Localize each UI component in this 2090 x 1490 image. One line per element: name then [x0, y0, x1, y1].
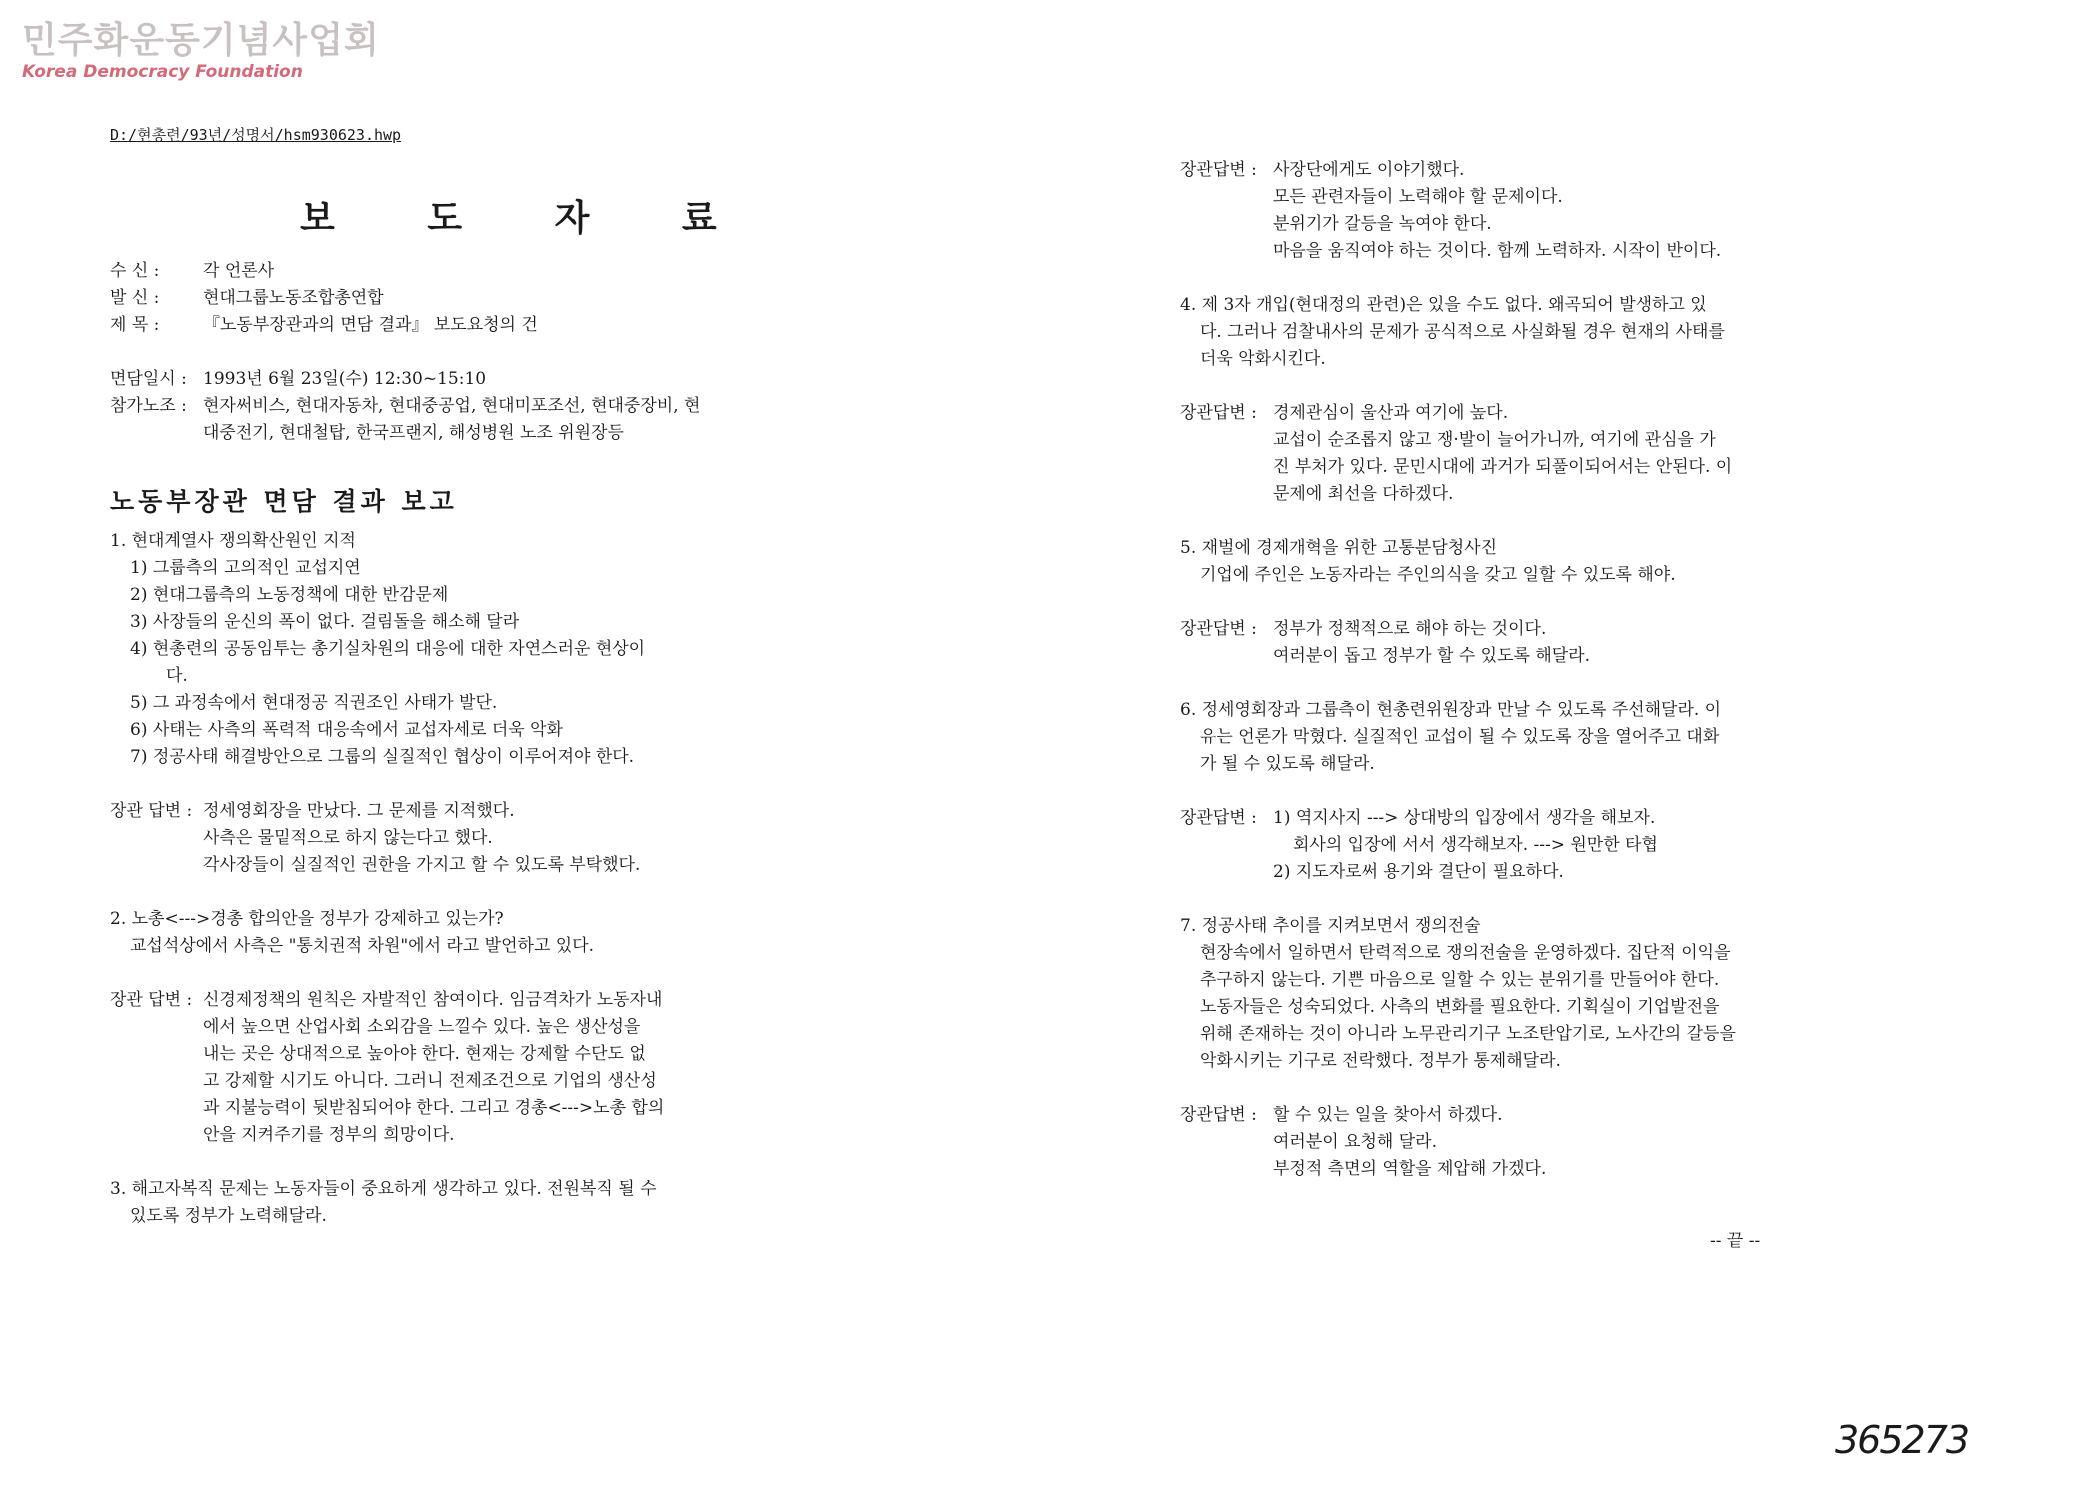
attendees-row [110, 393, 760, 420]
section-4-line: 다. 그러나 검찰내사의 문제가 공식적으로 사실화될 경우 현재의 사태를 [1200, 322, 1725, 342]
report-title: 노동부장관 면담 결과 보고 [110, 487, 458, 516]
answer-line: 고 강제할 시기도 아니다. 그러니 전제조건으로 기업의 생산성 [203, 1071, 657, 1091]
sender-label: 발 신 : [110, 288, 160, 308]
section-7-line: 악화시키는 기구로 전락했다. 정부가 통제해달라. [1200, 1051, 1561, 1071]
answer-line: 회사의 입장에 서서 생각해보자. ---> 원만한 타협 [1293, 835, 1658, 855]
recipient-row [110, 258, 760, 285]
right-column [1180, 157, 1830, 1183]
answer-line: 문제에 최선을 다하겠다. [1273, 484, 1454, 504]
answer-line: 부정적 측면의 역할을 제압해 가겠다. [1273, 1159, 1547, 1179]
section-2-line: 교섭석상에서 사측은 "통치권적 차원"에서 라고 발언하고 있다. [130, 936, 595, 956]
minister-answer-5 [1180, 616, 1830, 670]
answer-line: 사장단에게도 이야기했다. [1273, 160, 1465, 180]
sender-value: 현대그룹노동조합총연합 [203, 288, 384, 308]
answer-line: 모든 관련자들이 노력해야 할 문제이다. [1273, 187, 1563, 207]
meeting-date-row [110, 366, 760, 393]
logo-korean-text: 민주화운동기념사업회 [22, 20, 380, 61]
minister-answer-2 [110, 987, 760, 1149]
section-3-line: 있도록 정부가 노력해달라. [130, 1206, 327, 1226]
recipient-value: 각 언론사 [203, 261, 275, 281]
section-7-line: 추구하지 않는다. 기쁜 마음으로 일할 수 있는 분위기를 만들어야 한다. [1200, 970, 1720, 990]
section-6-line: 유는 언론가 막혔다. 실질적인 교섭이 될 수 있도록 장을 열어주고 대화 [1200, 727, 1720, 747]
minister-answer-1 [110, 798, 760, 879]
section-4-line: 4. 제 3자 개입(현대정의 관련)은 있을 수도 없다. 왜곡되어 발생하고 있 [1180, 295, 1707, 315]
minister-answer-6 [1180, 805, 1830, 886]
section-1-item: 7) 정공사태 해결방안으로 그룹의 실질적인 협상이 이루어져야 한다. [130, 747, 635, 767]
answer-line: 1) 역지사지 ---> 상대방의 입장에서 생각을 해보자. [1273, 808, 1656, 828]
section-1-item: 5) 그 과정속에서 현대정공 직권조인 사태가 발단. [130, 693, 498, 713]
section-4-line: 더욱 악화시킨다. [1200, 349, 1326, 369]
answer-label: 장관 답변 : [110, 801, 193, 821]
left-column [110, 258, 760, 1230]
handwritten-page-number: 365273 [1835, 1418, 1969, 1462]
attendees-value-2: 대중전기, 현대철탑, 한국프랜지, 해성병원 노조 위원장등 [203, 423, 624, 443]
answer-line: 각사장들이 실질적인 권한을 가지고 할 수 있도록 부탁했다. [203, 855, 641, 875]
meeting-date-value: 1993년 6월 23일(수) 12:30~15:10 [203, 369, 487, 389]
section-1-item: 2) 현대그룹측의 노동정책에 대한 반감문제 [130, 585, 449, 605]
section-7-line: 노동자들은 성숙되었다. 사측의 변화를 필요한다. 기획실이 기업발전을 [1200, 997, 1720, 1017]
section-1-item: 3) 사장들의 운신의 폭이 없다. 걸림돌을 해소해 달라 [130, 612, 520, 632]
answer-line: 과 지불능력이 뒷받침되어야 한다. 그리고 경총<--->노총 합의 [203, 1098, 665, 1118]
section-7-line: 현장속에서 일하면서 탄력적으로 쟁의전술을 운영하겠다. 집단적 이익을 [1200, 943, 1731, 963]
logo-english-text: Korea Democracy Foundation [22, 62, 303, 82]
minister-answer-7 [1180, 1102, 1830, 1183]
document-title: 보 도 자 료 [300, 197, 757, 239]
section-7-line: 위해 존재하는 것이 아니라 노무관리기구 노조탄압기로, 노사간의 갈등을 [1200, 1024, 1736, 1044]
answer-line: 2) 지도자로써 용기와 결단이 필요하다. [1273, 862, 1564, 882]
answer-line: 신경제정책의 원칙은 자발적인 참여이다. 임금격차가 노동자내 [203, 990, 663, 1010]
answer-line: 할 수 있는 일을 찾아서 하겠다. [1273, 1105, 1503, 1125]
answer-label: 장관답변 : [1180, 1105, 1257, 1125]
subject-label: 제 목 : [110, 315, 160, 335]
meeting-date-label: 면담일시 : [110, 369, 187, 389]
answer-line: 안을 지켜주기를 정부의 희망이다. [203, 1125, 455, 1145]
attendees-value-1: 현자써비스, 현대자동차, 현대중공업, 현대미포조선, 현대중장비, 현 [203, 396, 701, 416]
end-mark: -- 끝 -- [1710, 1231, 1761, 1251]
answer-label: 장관답변 : [1180, 160, 1257, 180]
file-path: D:/현총련/93년/성명서/hsm930623.hwp [110, 126, 402, 144]
answer-line: 정부가 정책적으로 해야 하는 것이다. [1273, 619, 1547, 639]
answer-line: 분위기가 갈등을 녹여야 한다. [1273, 214, 1492, 234]
section-1-item: 1) 그룹측의 고의적인 교섭지연 [130, 558, 361, 578]
answer-line: 내는 곳은 상대적으로 높아야 한다. 현재는 강제할 수단도 없 [203, 1044, 646, 1064]
subject-value: 『노동부장관과의 면담 결과』 보도요청의 건 [203, 315, 538, 335]
section-5-line: 5. 재벌에 경제개혁을 위한 고통분담청사진 [1180, 538, 1498, 558]
section-1-item: 4) 현총련의 공동임투는 총기실차원의 대응에 대한 자연스러운 현상이 [130, 639, 646, 659]
section-5-line: 기업에 주인은 노동자라는 주인의식을 갖고 일할 수 있도록 해야. [1200, 565, 1676, 585]
recipient-label: 수 신 : [110, 261, 160, 281]
answer-line: 진 부처가 있다. 문민시대에 과거가 되풀이되어서는 안된다. 이 [1273, 457, 1733, 477]
answer-line: 여러분이 요청해 달라. [1273, 1132, 1438, 1152]
answer-line: 교섭이 순조롭지 않고 쟁·발이 늘어가니까, 여기에 관심을 가 [1273, 430, 1716, 450]
section-6-line: 6. 정세영회장과 그룹측이 현총련위원장과 만날 수 있도록 주선해달라. 이 [1180, 700, 1722, 720]
section-1-item: 6) 사태는 사측의 폭력적 대응속에서 교섭자세로 더욱 악화 [130, 720, 563, 740]
minister-answer-4 [1180, 400, 1830, 508]
section-7-line: 7. 정공사태 추이를 지켜보면서 쟁의전술 [1180, 916, 1481, 936]
section-3-line: 3. 해고자복직 문제는 노동자들이 중요하게 생각하고 있다. 전원복직 될 수 [110, 1179, 657, 1199]
answer-line: 사측은 물밑적으로 하지 않는다고 했다. [203, 828, 493, 848]
answer-line: 경제관심이 울산과 여기에 높다. [1273, 403, 1509, 423]
answer-label: 장관답변 : [1180, 403, 1257, 423]
answer-line: 에서 높으면 산업사회 소외감을 느낄수 있다. 높은 생산성을 [203, 1017, 641, 1037]
attendees-label: 참가노조 : [110, 396, 187, 416]
section-6-line: 가 될 수 있도록 해달라. [1200, 754, 1375, 774]
section-1-heading: 1. 현대계열사 쟁의확산원인 지적 [110, 531, 356, 551]
sender-row [110, 285, 760, 312]
minister-answer-3 [1180, 157, 1830, 265]
answer-line: 마음을 움직여야 하는 것이다. 함께 노력하자. 시작이 반이다. [1273, 241, 1722, 261]
subject-row [110, 312, 760, 339]
answer-line: 정세영회장을 만났다. 그 문제를 지적했다. [203, 801, 515, 821]
answer-label: 장관답변 : [1180, 808, 1257, 828]
section-1-item: 다. [166, 666, 188, 686]
answer-label: 장관답변 : [1180, 619, 1257, 639]
foundation-logo [22, 20, 380, 82]
answer-label: 장관 답변 : [110, 990, 193, 1010]
section-2-line: 2. 노총<--->경총 합의안을 정부가 강제하고 있는가? [110, 909, 504, 929]
answer-line: 여러분이 돕고 정부가 할 수 있도록 해달라. [1273, 646, 1591, 666]
